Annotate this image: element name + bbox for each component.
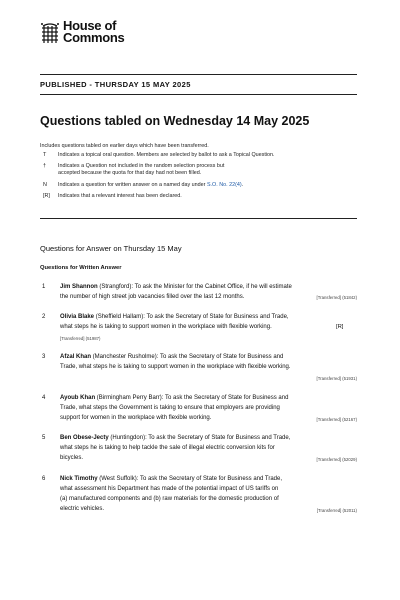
standing-order-link[interactable]: S.O. No. 22(4) bbox=[206, 182, 242, 188]
question-text: support for women in the workplace with flexible working. bbox=[60, 415, 212, 421]
key-text: accepted because the quota for that day had not been filled. bbox=[58, 170, 202, 176]
constituency: (Birmingham Perry Barr): bbox=[96, 395, 164, 401]
question-text: the number of high street job vacancies filled over the last 12 months. bbox=[60, 294, 245, 300]
key-text: Indicates a question for written answer on a named day under bbox=[58, 182, 207, 188]
member-name: Jim Shannon bbox=[60, 284, 98, 290]
question-item bbox=[40, 282, 357, 304]
question-number: 1 bbox=[42, 284, 46, 290]
key-symbol: † bbox=[43, 163, 46, 169]
question-item bbox=[40, 474, 357, 516]
question-item bbox=[40, 433, 357, 465]
question-text: To ask the Secretary of State for Business and bbox=[165, 395, 289, 401]
question-number: 6 bbox=[42, 476, 46, 482]
logo-line-1: House of bbox=[63, 18, 117, 33]
question-number: 3 bbox=[42, 354, 46, 360]
transferred-tag: [Transferred] bbox=[316, 376, 341, 381]
member-name: Olivia Blake bbox=[60, 314, 95, 320]
transferred-tag: [Transferred] bbox=[60, 336, 85, 341]
interest-declared-tag: [R] bbox=[336, 324, 344, 330]
constituency: (Huntingdon): bbox=[110, 435, 147, 441]
question-item bbox=[40, 393, 357, 425]
question-text: what steps he is taking to help tackle the sale of illegal electric conversion kits for bbox=[60, 445, 275, 451]
question-text: To ask the Secretary of State for Business and Trade, bbox=[146, 314, 289, 320]
question-text: Trade, what steps he is taking to support women in the workplace with flexible working. bbox=[60, 364, 291, 370]
question-item bbox=[40, 312, 357, 344]
house-of-commons-logo bbox=[40, 20, 124, 44]
divider bbox=[40, 94, 357, 95]
member-name: Nick Timothy bbox=[60, 476, 98, 482]
constituency: (Strangford): bbox=[99, 284, 134, 290]
question-id: (52167) bbox=[342, 417, 357, 422]
constituency: (Sheffield Hallam): bbox=[95, 314, 145, 320]
question-number: 2 bbox=[42, 314, 46, 320]
intro-note: Includes questions tabled on earlier days which have been transferred. bbox=[40, 143, 209, 149]
key-text: Indicates a topical oral question. Members are selected by ballot to ask a Topical Question. bbox=[58, 152, 275, 158]
transferred-tag: [Transferred] bbox=[316, 295, 341, 300]
question-text: what assessment his Department has made of the potential impact of US tariffs on bbox=[60, 486, 279, 492]
constituency: (Manchester Rusholme): bbox=[92, 354, 159, 360]
key-symbol: N bbox=[43, 182, 47, 188]
portcullis-icon bbox=[40, 22, 60, 44]
question-id: (52029) bbox=[342, 457, 357, 462]
logo-line-2: Commons bbox=[63, 30, 125, 45]
key-symbol: T bbox=[43, 152, 47, 158]
question-id: (51987) bbox=[85, 336, 101, 341]
divider bbox=[40, 74, 357, 75]
question-id: (52011) bbox=[342, 508, 357, 513]
section-subheading: Questions for Written Answer bbox=[40, 265, 122, 271]
transferred-tag: [Transferred] bbox=[316, 508, 342, 513]
published-date: PUBLISHED - THURSDAY 15 MAY 2025 bbox=[40, 80, 191, 89]
transferred-tag: [Transferred] bbox=[316, 417, 341, 422]
question-text: To ask the Secretary of State for Business and bbox=[159, 354, 284, 360]
section-heading: Questions for Answer on Thursday 15 May bbox=[40, 244, 182, 253]
question-text: what steps he is taking to support women in the workplace with flexible working. bbox=[60, 324, 272, 330]
question-number: 4 bbox=[42, 395, 46, 401]
question-text: Trade, what steps the Government is taking to ensure that employers are providing bbox=[60, 405, 280, 411]
question-item bbox=[40, 352, 357, 384]
question-text: (a) manufactured components and (b) raw materials for the domestic production of bbox=[60, 496, 279, 502]
question-text: To ask the Minister for the Cabinet Office, if he will estimate bbox=[134, 284, 292, 290]
question-text: electric vehicles. bbox=[60, 506, 105, 512]
key-text-suffix: . bbox=[241, 182, 244, 188]
question-text: To ask the Secretary of State for Business and Trade, bbox=[148, 435, 291, 441]
question-text: bicycles. bbox=[60, 455, 84, 461]
question-id: (51931) bbox=[342, 376, 357, 381]
member-name: Ayoub Khan bbox=[60, 395, 96, 401]
member-name: Ben Obese-Jecty bbox=[60, 435, 109, 441]
member-name: Afzal Khan bbox=[60, 354, 92, 360]
key-symbol: [R] bbox=[43, 193, 50, 199]
question-number: 5 bbox=[42, 435, 46, 441]
constituency: (West Suffolk): bbox=[99, 476, 139, 482]
question-id: (51842) bbox=[342, 295, 357, 300]
question-text: To ask the Secretary of State for Business and Trade, bbox=[139, 476, 283, 482]
divider bbox=[40, 218, 357, 219]
transferred-tag: [Transferred] bbox=[316, 457, 341, 462]
key-text: Indicates that a relevant interest has been declared. bbox=[58, 193, 182, 199]
key-text: Indicates a Question not included in the random selection process but bbox=[58, 163, 225, 169]
page-title: Questions tabled on Wednesday 14 May 2025 bbox=[40, 114, 310, 128]
